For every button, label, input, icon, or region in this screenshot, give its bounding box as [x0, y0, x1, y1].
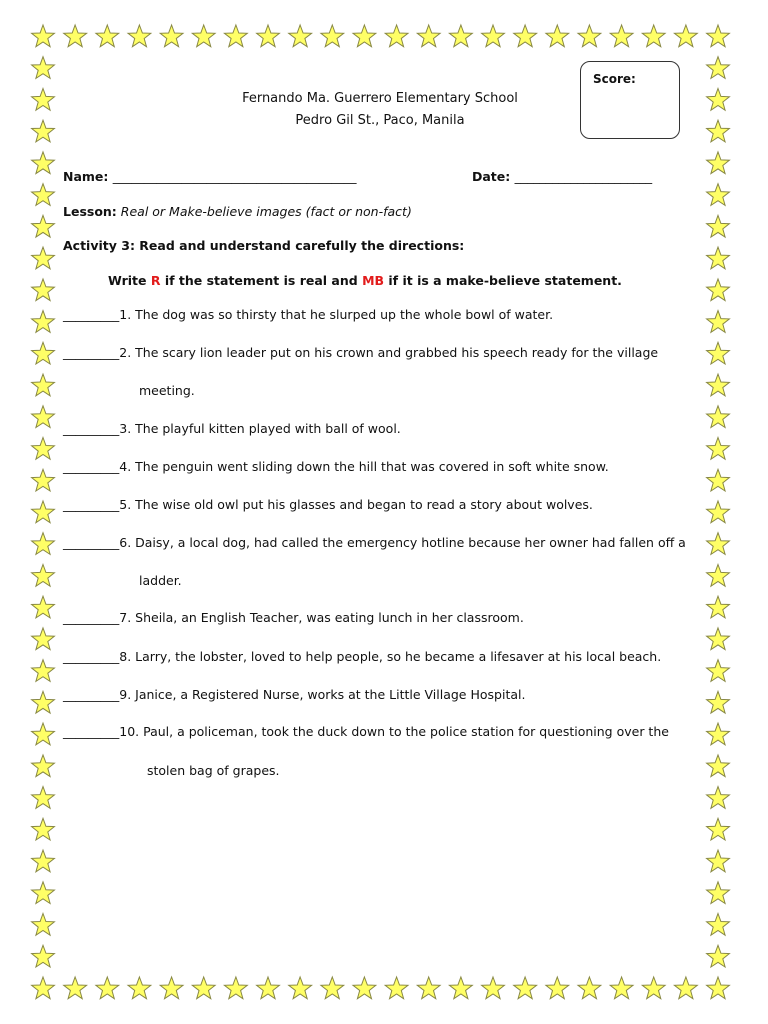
item-text: 4. The penguin went sliding down the hill that was covered in soft white snow.	[119, 459, 609, 474]
lesson-label: Lesson:	[63, 204, 117, 219]
score-label: Score:	[593, 72, 636, 86]
score-box	[580, 61, 680, 139]
answer-blank[interactable]: _________	[63, 497, 120, 512]
answer-blank[interactable]: _________	[63, 535, 120, 550]
activity-title: Activity 3: Read and understand carefully the directions:	[63, 238, 465, 253]
item-2	[63, 345, 658, 360]
dir-mid: if the statement is real and	[160, 273, 363, 288]
dir-write: Write	[108, 273, 151, 288]
school-name: Fernando Ma. Guerrero Elementary School	[242, 91, 518, 106]
item-8	[63, 649, 661, 664]
lesson-line	[63, 204, 412, 219]
item-text: 7. Sheila, an English Teacher, was eating lunch in her classroom.	[119, 610, 524, 625]
dir-mb: MB	[362, 273, 385, 288]
answer-blank[interactable]: _________	[63, 459, 120, 474]
date-blank[interactable]: ______________________	[514, 169, 653, 184]
date-label: Date:	[472, 169, 511, 184]
lesson-text: Real or Make-believe images (fact or non-fact)	[120, 204, 412, 219]
item-text: 6. Daisy, a local dog, had called the emergency hotline because her owner had fallen off a	[119, 535, 686, 550]
item-6-continued: ladder.	[139, 573, 182, 588]
date-field[interactable]	[472, 169, 652, 184]
answer-blank[interactable]: _________	[63, 724, 120, 739]
item-text: 1. The dog was so thirsty that he slurped up the whole bowl of water.	[119, 307, 554, 322]
item-10-continued: stolen bag of grapes.	[147, 763, 280, 778]
name-field[interactable]	[63, 169, 357, 184]
dir-r: R	[150, 273, 161, 288]
item-1	[63, 307, 553, 322]
answer-blank[interactable]: _________	[63, 610, 120, 625]
answer-blank[interactable]: _________	[63, 421, 120, 436]
directions	[108, 273, 622, 288]
dir-end: if it is a make-believe statement.	[384, 273, 622, 288]
item-2-continued: meeting.	[139, 383, 195, 398]
item-text: 2. The scary lion leader put on his crown and grabbed his speech ready for the village	[119, 345, 659, 360]
item-text: 10. Paul, a policeman, took the duck down to the police station for questioning over the	[119, 724, 669, 739]
item-text: 9. Janice, a Registered Nurse, works at the Little Village Hospital.	[119, 687, 526, 702]
item-10	[63, 724, 669, 739]
school-address: Pedro Gil St., Paco, Manila	[295, 113, 465, 128]
item-5	[63, 497, 593, 512]
name-blank[interactable]: _______________________________________	[112, 169, 357, 184]
name-label: Name:	[63, 169, 109, 184]
answer-blank[interactable]: _________	[63, 687, 120, 702]
answer-blank[interactable]: _________	[63, 649, 120, 664]
item-text: 5. The wise old owl put his glasses and began to read a story about wolves.	[119, 497, 593, 512]
item-6	[63, 535, 686, 550]
answer-blank[interactable]: _________	[63, 345, 120, 360]
item-9	[63, 687, 525, 702]
item-text: 3. The playful kitten played with ball of wool.	[119, 421, 401, 436]
item-7	[63, 610, 524, 625]
item-4	[63, 459, 609, 474]
item-text: 8. Larry, the lobster, loved to help people, so he became a lifesaver at his local beach.	[119, 649, 662, 664]
answer-blank[interactable]: _________	[63, 307, 120, 322]
item-3	[63, 421, 401, 436]
